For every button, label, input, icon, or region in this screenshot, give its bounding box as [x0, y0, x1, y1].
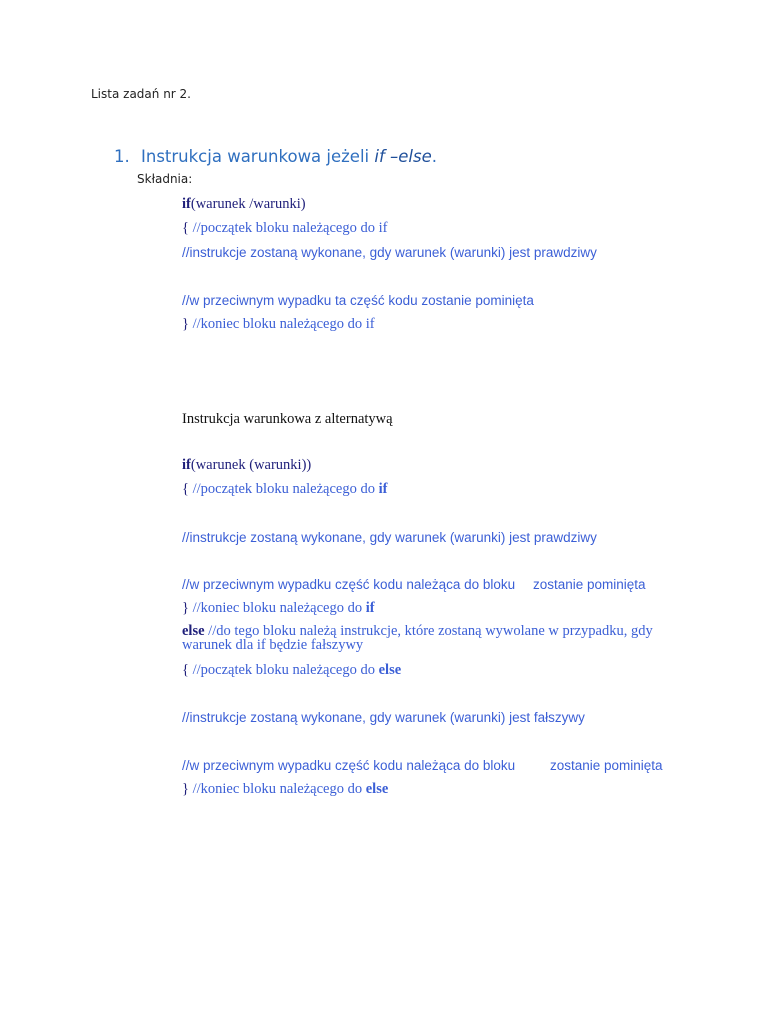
code-comment-true: //instrukcje zostaną wykonane, gdy warunek (warunki) jest prawdziwy — [182, 245, 597, 260]
code-comment-else-2-end: zostanie pominięta — [550, 758, 663, 773]
code-comment: //koniec bloku należącego do — [192, 781, 366, 797]
code-comment-true: //instrukcje zostaną wykonane, gdy warunek (warunki) jest prawdziwy — [182, 530, 597, 545]
code-comment-else-end: zostanie pominięta — [533, 577, 646, 592]
code-line-close-brace — [182, 316, 375, 333]
code-line-if — [182, 457, 311, 474]
heading-text: Instrukcja warunkowa jeżeli — [141, 147, 375, 166]
code-comment-part: //w przeciwnym wypadku część kodu należąca do bloku — [182, 758, 516, 773]
code-line-open-brace — [182, 220, 387, 237]
code-comment: //koniec bloku należącego do — [192, 600, 366, 616]
heading-keyword: if –else — [374, 147, 432, 166]
code-comment-else-2 — [182, 758, 515, 773]
code-line-if — [182, 196, 306, 213]
code-line-open-brace — [182, 481, 387, 498]
list-title: Lista zadań nr 2. — [91, 87, 191, 101]
section-2-title: Instrukcja warunkowa z alternatywą — [182, 411, 393, 427]
code-comment-else: //w przeciwnym wypadku ta część kodu zostanie pominięta — [182, 293, 534, 308]
code-keyword-if: if — [182, 457, 191, 473]
code-keyword-if: if — [182, 196, 191, 212]
code-comment-part: //w przeciwnym wypadku część kodu należąca do bloku — [182, 577, 516, 592]
code-comment-false: //instrukcje zostaną wykonane, gdy warunek (warunki) jest fałszywy — [182, 710, 585, 725]
code-brace: } — [182, 316, 193, 332]
code-line-else — [182, 624, 692, 652]
code-brace: { — [182, 481, 193, 497]
code-comment: //koniec bloku należącego do if — [192, 316, 375, 332]
syntax-label: Składnia: — [137, 172, 193, 186]
code-comment-else — [182, 577, 515, 592]
code-keyword-else: else — [365, 781, 389, 797]
code-brace: { — [182, 662, 193, 678]
heading-number: 1. — [114, 147, 130, 166]
code-keyword-else: else — [378, 662, 402, 678]
code-condition: (warunek /warunki) — [190, 196, 306, 212]
code-keyword-if: if — [378, 481, 388, 497]
code-keyword-if: if — [365, 600, 375, 616]
code-keyword-else: else — [182, 623, 205, 639]
code-brace: { — [182, 220, 193, 236]
code-brace: } — [182, 600, 193, 616]
code-condition: (warunek (warunki)) — [190, 457, 312, 473]
code-brace: } — [182, 781, 193, 797]
code-comment: //początek bloku należącego do — [192, 481, 379, 497]
code-line-close-brace — [182, 600, 375, 617]
code-comment: //do tego bloku należą instrukcje, które zostaną wywolane w przypadku, gdy warunek dla if będzie fałszywy — [182, 623, 653, 653]
section-1-heading — [114, 147, 437, 166]
code-comment: //początek bloku należącego do if — [192, 220, 388, 236]
heading-end: . — [431, 147, 438, 166]
code-comment: //początek bloku należącego do — [192, 662, 379, 678]
code-line-close-brace-else — [182, 781, 388, 798]
code-line-open-brace-else — [182, 662, 401, 679]
